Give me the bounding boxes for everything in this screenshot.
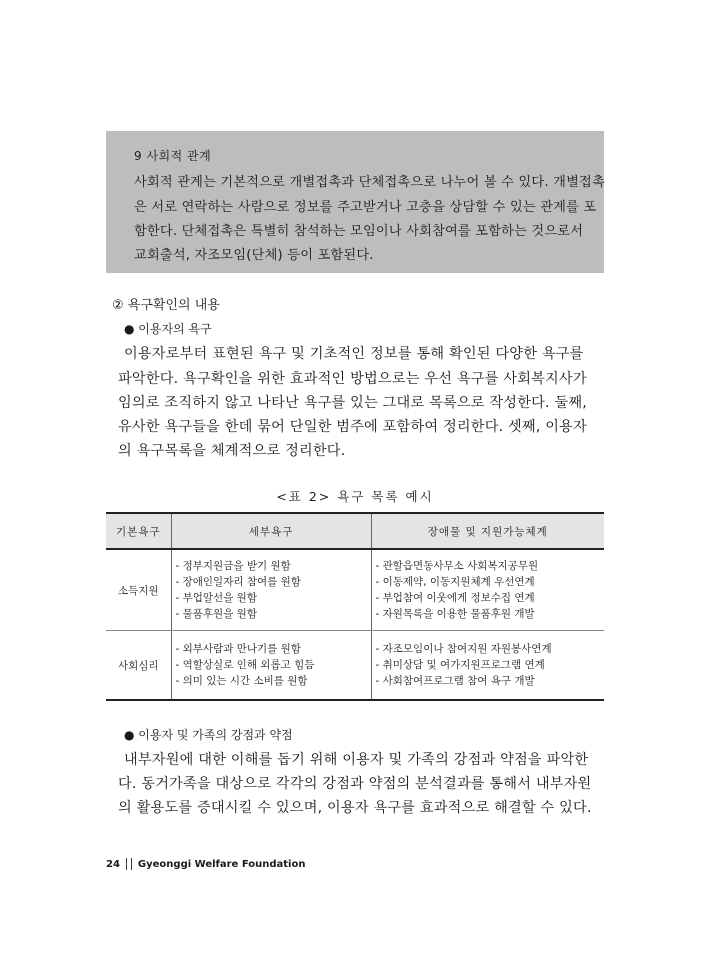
page-number: 24 bbox=[106, 859, 120, 870]
column-header: 장애물 및 지원가능체계 bbox=[371, 513, 604, 549]
organization-name: Gyeonggi Welfare Foundation bbox=[137, 859, 306, 870]
box-title: 9 사회적 관계 bbox=[134, 149, 212, 163]
support-item: - 관할읍면동사무소 사회복지공무원 bbox=[375, 560, 539, 572]
section-title: ② 욕구확인의 내용 bbox=[112, 298, 220, 313]
details-cell bbox=[171, 549, 371, 631]
paragraph-line: 이용자로부터 표현된 욕구 및 기초적인 정보를 통해 확인된 다양한 욕구를 bbox=[124, 346, 584, 362]
support-item: - 부업참여 이웃에게 정보수집 연계 bbox=[375, 592, 535, 604]
column-header: 세부욕구 bbox=[171, 513, 371, 549]
paragraph-line: 다. 동거가족을 대상으로 각각의 강점과 약점의 분석결과를 통해서 내부자원 bbox=[118, 776, 592, 792]
box-line: 교회출석, 자조모임(단체) 등이 포함된다. bbox=[134, 248, 374, 263]
support-item: - 사회참여프로그램 참여 욕구 개발 bbox=[375, 675, 535, 687]
detail-item: - 외부사람과 만나기를 원함 bbox=[175, 643, 301, 655]
paragraph-line: 의 욕구목록을 체계적으로 정리한다. bbox=[118, 443, 346, 459]
paragraph-line: 임의로 조직하지 않고 나타난 욕구를 있는 그대로 목록으로 작성한다. 둘째, bbox=[118, 395, 587, 411]
category-cell: 소득지원 bbox=[106, 549, 171, 631]
table-header-row bbox=[106, 513, 604, 549]
column-header: 기본욕구 bbox=[106, 513, 171, 549]
paragraph-line: 내부자원에 대한 이해를 돕기 위해 이용자 및 가족의 강점과 약점을 파악한 bbox=[124, 752, 589, 768]
bullet-heading: ● 이용자의 욕구 bbox=[124, 322, 212, 336]
box-line: 은 서로 연락하는 사람으로 정보를 주고받거나 고충을 상담할 수 있는 관계를 포 bbox=[134, 200, 597, 215]
supports-cell bbox=[371, 631, 604, 701]
needs-table bbox=[106, 512, 604, 701]
detail-item: - 물품후원을 원함 bbox=[175, 608, 257, 620]
detail-item: - 정부지원금을 받기 원함 bbox=[175, 560, 291, 572]
detail-item: - 의미 있는 시간 소비를 원함 bbox=[175, 675, 308, 687]
detail-item: - 부업알선을 원함 bbox=[175, 592, 257, 604]
support-item: - 자조모임이나 참여지원 자원봉사연계 bbox=[375, 643, 552, 655]
footer-divider bbox=[126, 858, 132, 870]
detail-item: - 역할상실로 인해 외롭고 힘듬 bbox=[175, 659, 315, 671]
support-item: - 이동제약, 이동지원체계 우선연계 bbox=[375, 576, 535, 588]
details-cell bbox=[171, 631, 371, 701]
detail-item: - 장애인일자리 참여를 원함 bbox=[175, 576, 301, 588]
support-item: - 자원목록을 이용한 물품후원 개발 bbox=[375, 608, 535, 620]
paragraph-line: 의 활용도를 증대시킬 수 있으며, 이용자 욕구를 효과적으로 해결할 수 있다. bbox=[118, 800, 592, 816]
table-row bbox=[106, 549, 604, 631]
support-item: - 취미상담 및 여가지원프로그램 연계 bbox=[375, 659, 545, 671]
supports-cell bbox=[371, 549, 604, 631]
page-footer bbox=[106, 858, 305, 870]
paragraph-line: 유사한 욕구들을 한데 묶어 단일한 범주에 포함하여 정리한다. 셋째, 이용자 bbox=[118, 419, 587, 435]
paragraph-line: 파악한다. 욕구확인을 위한 효과적인 방법으로는 우선 욕구를 사회복지사가 bbox=[118, 371, 587, 387]
box-line: 함한다. 단체접촉은 특별히 참석하는 모임이나 사회참여를 포함하는 것으로서 bbox=[134, 224, 584, 239]
table-row bbox=[106, 631, 604, 701]
box-line: 사회적 관계는 기본적으로 개별접촉과 단체접촉으로 나누어 볼 수 있다. 개별접촉 bbox=[134, 175, 605, 190]
category-cell: 사회심리 bbox=[106, 631, 171, 701]
table-caption: <표 2> 욕구 목록 예시 bbox=[276, 489, 434, 504]
bullet-heading: ● 이용자 및 가족의 강점과 약점 bbox=[124, 728, 293, 742]
